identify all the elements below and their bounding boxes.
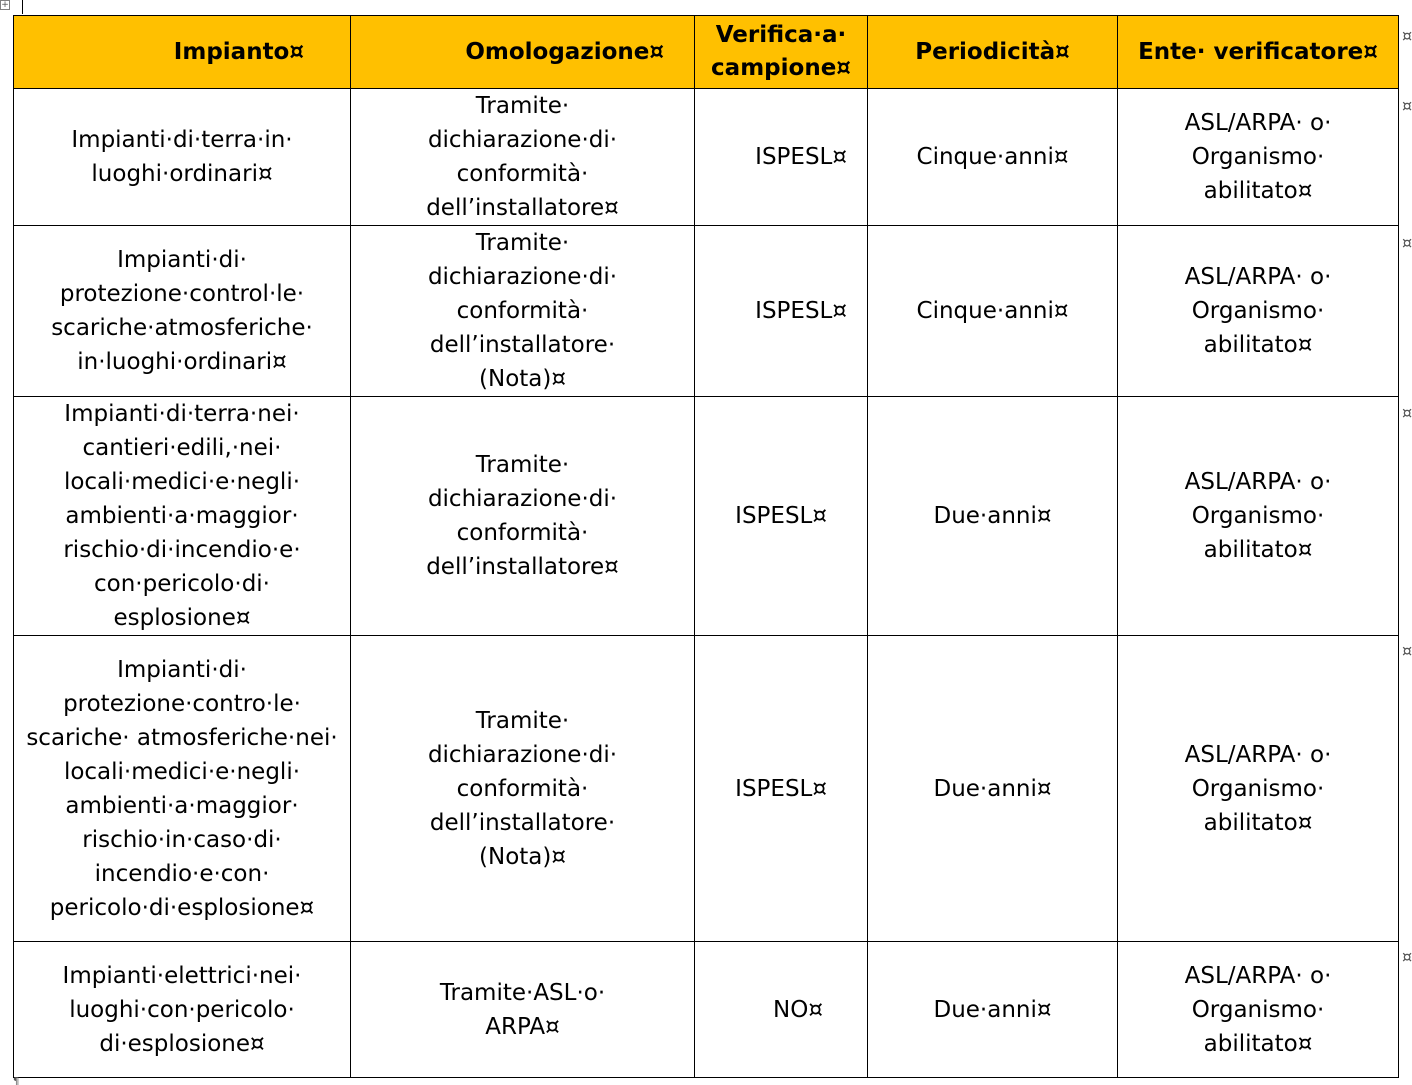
cell-ente: ASL/ARPA· o· Organismo· abilitato¤ — [1118, 226, 1399, 397]
cell-ente: ASL/ARPA· o· Organismo· abilitato¤ — [1118, 636, 1399, 942]
header-periodicita: Periodicità¤ — [868, 16, 1118, 89]
cell-omologazione: Tramite·ASL·o· ARPA¤ — [351, 942, 695, 1078]
cell-periodicita: Due·anni¤ — [868, 942, 1118, 1078]
header-omologazione: Omologazione¤ — [351, 16, 695, 89]
end-of-row-mark: ¤ — [1402, 233, 1412, 252]
cell-verifica: NO¤ — [695, 942, 868, 1078]
end-of-row-mark: ¤ — [1402, 947, 1412, 966]
cell-verifica: ISPESL¤ — [695, 636, 868, 942]
cell-ente: ASL/ARPA· o· Organismo· abilitato¤ — [1118, 942, 1399, 1078]
cell-periodicita: Due·anni¤ — [868, 397, 1118, 636]
cell-verifica: ISPESL¤ — [695, 226, 868, 397]
header-row — [14, 16, 1399, 89]
end-of-row-mark: ¤ — [1402, 96, 1412, 115]
cell-omologazione: Tramite· dichiarazione·di· conformità· dell’installatore¤ — [351, 397, 695, 636]
header-ente: Ente· verificatore¤ — [1118, 16, 1399, 89]
page-margin-guide — [22, 0, 23, 14]
table-row — [14, 226, 1399, 397]
end-of-row-mark: ¤ — [1402, 26, 1412, 45]
table-row — [14, 89, 1399, 226]
cell-periodicita: Cinque·anni¤ — [868, 89, 1118, 226]
table-row — [14, 942, 1399, 1078]
end-of-row-mark: ¤ — [1402, 403, 1412, 422]
cell-impianto: Impianti·di·terra·in· luoghi·ordinari¤ — [14, 89, 351, 226]
cell-omologazione: Tramite· dichiarazione·di· conformità· dell’installatore· (Nota)¤ — [351, 636, 695, 942]
cell-verifica: ISPESL¤ — [695, 89, 868, 226]
header-impianto: Impianto¤ — [14, 16, 351, 89]
end-of-row-mark: ¤ — [1402, 641, 1412, 660]
cell-omologazione: Tramite· dichiarazione·di· conformità· dell’installatore· (Nota)¤ — [351, 226, 695, 397]
paragraph-mark: ¶ — [13, 1076, 20, 1085]
header-verifica: Verifica·a· campione¤ — [695, 16, 868, 89]
cell-periodicita: Cinque·anni¤ — [868, 226, 1118, 397]
table-row — [14, 636, 1399, 942]
cell-impianto: Impianti·di· protezione·control·le· scariche·atmosferiche· in·luoghi·ordinari¤ — [14, 226, 351, 397]
cell-impianto: Impianti·di·terra·nei· cantieri·edili,·nei· locali·medici·e·negli· ambienti·a·maggior· rischio·di·incendio·e· con·pericolo·di· esplosione¤ — [14, 397, 351, 636]
table-row — [14, 397, 1399, 636]
cell-ente: ASL/ARPA· o· Organismo· abilitato¤ — [1118, 89, 1399, 226]
table-move-handle-icon[interactable]: + — [1, 0, 9, 10]
cell-impianto: Impianti·di· protezione·contro·le· scariche· atmosferiche·nei· locali·medici·e·negli· ambienti·a·maggior· rischio·in·caso·di· incendio·e·con· pericolo·di·esplosione¤ — [14, 636, 351, 942]
cell-ente: ASL/ARPA· o· Organismo· abilitato¤ — [1118, 397, 1399, 636]
cell-verifica: ISPESL¤ — [695, 397, 868, 636]
cell-impianto: Impianti·elettrici·nei· luoghi·con·pericolo· di·esplosione¤ — [14, 942, 351, 1078]
impianti-table — [13, 15, 1399, 1078]
cell-omologazione: Tramite· dichiarazione·di· conformità· dell’installatore¤ — [351, 89, 695, 226]
cell-periodicita: Due·anni¤ — [868, 636, 1118, 942]
